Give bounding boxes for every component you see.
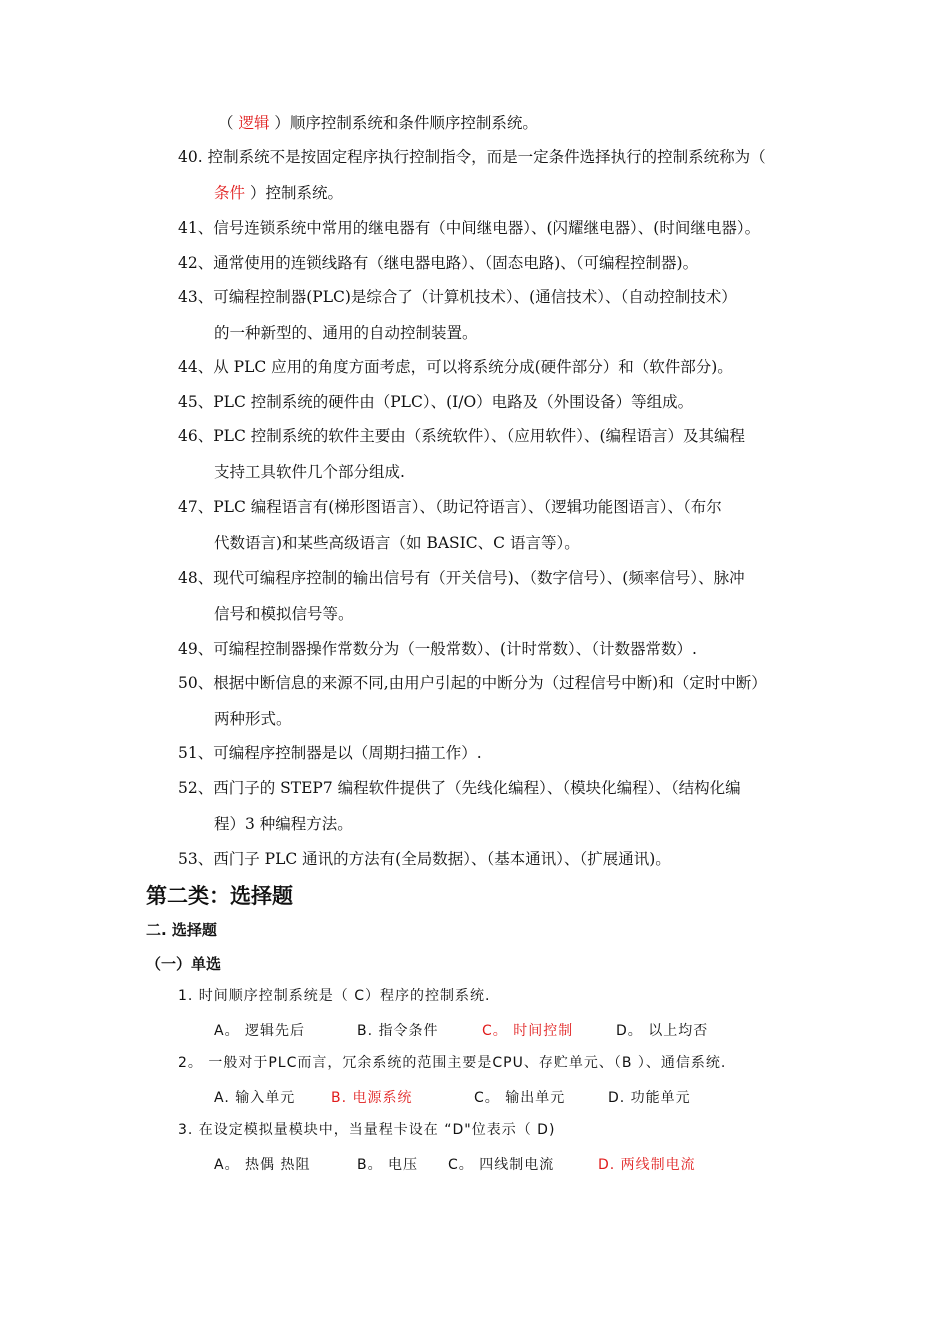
answer-condition: 条件 xyxy=(214,184,246,202)
item-42: 42、通常使用的连锁线路有（继电器电路）、（固态电路)、（可编程控制器)。 xyxy=(178,254,699,272)
mcq-1-option-d: D。 以上均否 xyxy=(616,1023,709,1039)
item-47-line1: 47、PLC 编程语言有(梯形图语言）、（助记符语言）、（逻辑功能图语言）、（布尔 xyxy=(178,498,722,516)
mcq-2-option-a: A. 输入单元 xyxy=(214,1090,296,1106)
paren-open: （ xyxy=(218,114,239,132)
item-40-line1: 40. 控制系统不是按固定程序执行控制指令，而是一定条件选择执行的控制系统称为（ xyxy=(178,148,766,166)
mcq-2-stem: 2。 一般对于PLC而言，冗余系统的范围主要是CPU、存贮单元、（B ）、通信系统. xyxy=(178,1055,727,1071)
item-52-line2: 程）3 种编程方法。 xyxy=(214,815,353,833)
section-single-choice: （一）单选 xyxy=(146,955,222,973)
mcq-1-option-a: A。 逻辑先后 xyxy=(214,1023,306,1039)
mcq-3-option-a: A。 热偶 热阻 xyxy=(214,1157,311,1173)
mcq-2-option-d: D. 功能单元 xyxy=(608,1090,691,1106)
item-50-line2: 两种形式。 xyxy=(214,710,292,728)
mcq-1-option-b: B. 指令条件 xyxy=(357,1023,439,1039)
item-46-line1: 46、PLC 控制系统的软件主要由（系统软件）、（应用软件）、(编程语言）及其编程 xyxy=(178,427,746,445)
mcq-3-option-c: C。 四线制电流 xyxy=(448,1157,555,1173)
item-43-line2: 的一种新型的、通用的自动控制装置。 xyxy=(214,324,478,342)
item-50-line1: 50、根据中断信息的来源不同,由用户引起的中断分为（过程信号中断)和（定时中断） xyxy=(178,674,767,692)
mcq-3-stem: 3. 在设定模拟量模块中，当量程卡设在 “D"位表示（ D) xyxy=(178,1122,556,1138)
item-40-rest: ）控制系统。 xyxy=(249,184,343,202)
item-46-line2: 支持工具软件几个部分组成. xyxy=(214,463,405,481)
item-53: 53、西门子 PLC 通讯的方法有(全局数据）、（基本通讯）、（扩展通讯)。 xyxy=(178,850,671,868)
section-title: 第二类：选择题 xyxy=(146,884,293,908)
item-45: 45、PLC 控制系统的硬件由（PLC）、(I/O）电路及（外围设备）等组成。 xyxy=(178,393,694,411)
mcq-3-option-d: D. 两线制电流 xyxy=(598,1157,696,1173)
mcq-3-option-b: B。 电压 xyxy=(357,1157,419,1173)
mcq-1-stem: 1. 时间顺序控制系统是（ C）程序的控制系统. xyxy=(178,988,491,1004)
answer-logic: 逻辑 xyxy=(238,114,270,132)
item-43-line1: 43、可编程控制器(PLC)是综合了（计算机技术）、(通信技术）、（自动控制技术） xyxy=(178,288,737,306)
item-48-line2: 信号和模拟信号等。 xyxy=(214,605,354,623)
item-40-line2 xyxy=(214,183,343,203)
item-39-rest: ）顺序控制系统和条件顺序控制系统。 xyxy=(269,114,538,132)
item-44: 44、从 PLC 应用的角度方面考虑，可以将系统分成(硬件部分）和（软件部分)。 xyxy=(178,358,733,376)
mcq-2-option-b: B. 电源系统 xyxy=(331,1090,413,1106)
item-47-line2: 代数语言)和某些高级语言（如 BASIC、C 语言等）。 xyxy=(214,534,580,552)
item-48-line1: 48、现代可编程序控制的输出信号有（开关信号)、（数字信号）、(频率信号）、脉冲 xyxy=(178,569,745,587)
item-49: 49、可编程控制器操作常数分为（一般常数）、(计时常数）、（计数器常数）. xyxy=(178,640,697,658)
item-41: 41、信号连锁系统中常用的继电器有（中间继电器）、(闪耀继电器）、(时间继电器）。 xyxy=(178,219,761,237)
mcq-1-option-c: C。 时间控制 xyxy=(482,1023,574,1039)
item-39-continuation xyxy=(218,113,538,133)
item-52-line1: 52、西门子的 STEP7 编程软件提供了（先线化编程）、（模块化编程）、（结构化编 xyxy=(178,779,741,797)
section-subtitle: 二. 选择题 xyxy=(146,921,217,939)
item-51: 51、可编程序控制器是以（周期扫描工作）. xyxy=(178,744,482,762)
mcq-2-option-c: C。 输出单元 xyxy=(474,1090,566,1106)
